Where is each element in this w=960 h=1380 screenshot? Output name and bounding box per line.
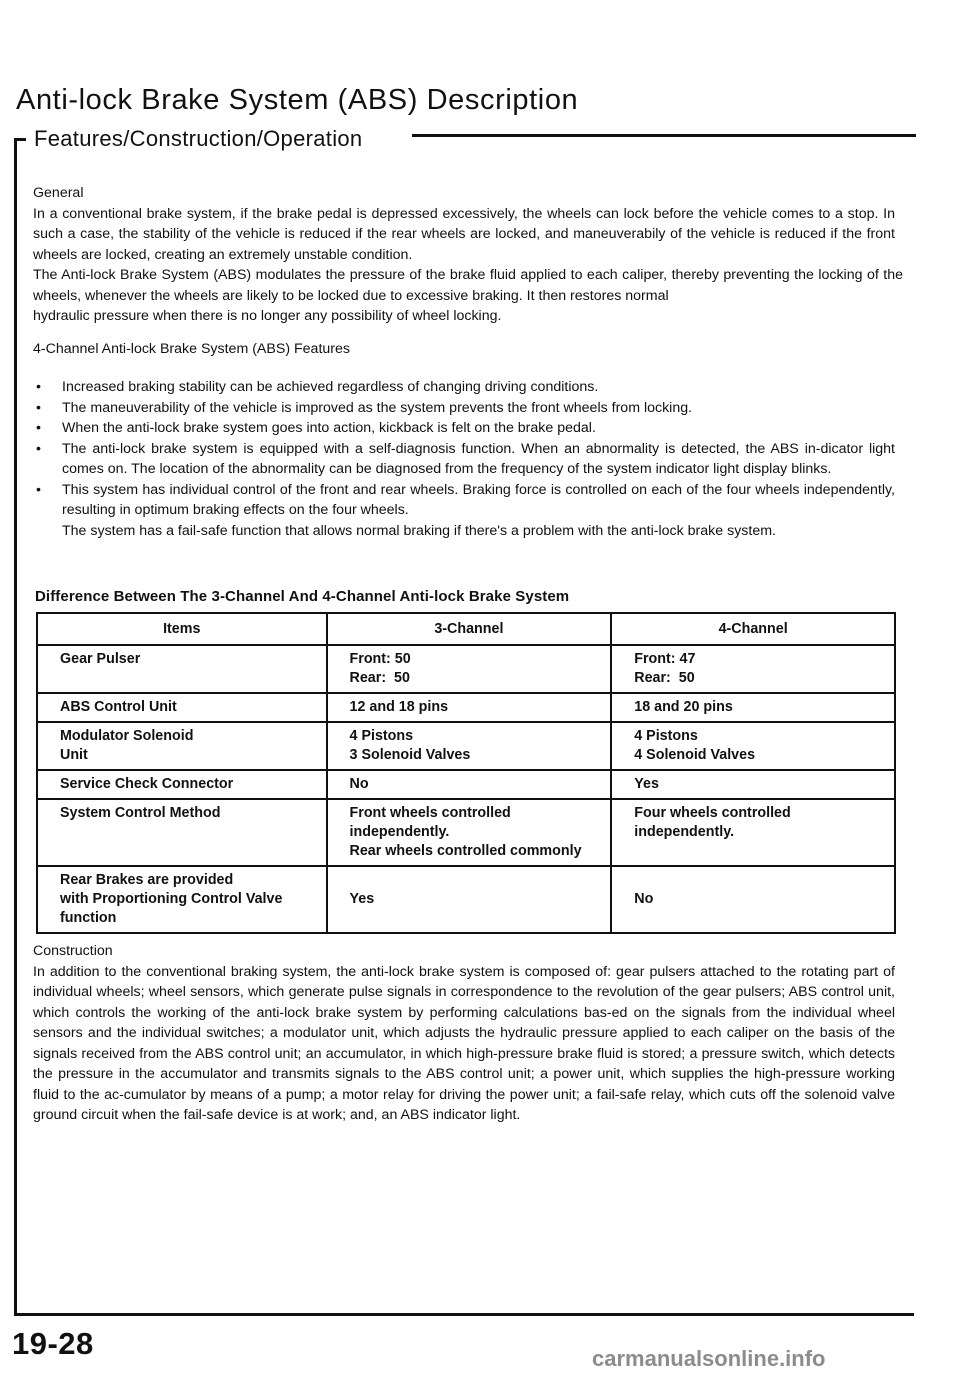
item-cell [37, 722, 327, 770]
table-row [37, 645, 895, 693]
four-channel-cell [611, 770, 895, 799]
cell-line: System Control Method [60, 805, 221, 821]
three-channel-cell [327, 770, 612, 799]
four-channel-cell [611, 645, 895, 693]
features-heading: 4-Channel Anti-lock Brake System (ABS) Features [33, 341, 350, 357]
cell-line: Front: 50 [349, 651, 411, 667]
feature-item [33, 480, 895, 521]
general-heading: General [33, 185, 84, 201]
cell-line: Rear wheels controlled commonly [349, 843, 582, 859]
page-number: 19-28 [12, 1326, 94, 1361]
cell-line: 4 Pistons [349, 728, 414, 744]
construction-section [33, 941, 895, 1126]
general-paragraph-2-continued: hydraulic pressure when there is no longer any possibility of wheel locking. [33, 308, 502, 324]
cell-line: No [634, 891, 654, 907]
general-section [33, 183, 903, 327]
cell-line: ABS Control Unit [60, 699, 177, 715]
three-channel-cell [327, 693, 612, 722]
bullet-icon: • [36, 420, 41, 436]
item-cell [37, 866, 327, 933]
feature-item [33, 398, 895, 419]
general-paragraph-2: The Anti-lock Brake System (ABS) modulates the pressure of the brake fluid applied to each caliper, thereby preventing the locking of the wheels, whenever the wheels are likely to be locked due to excessive braking. It then restores normal [33, 267, 903, 304]
feature-item [33, 439, 895, 480]
three-channel-cell [327, 722, 612, 770]
comparison-header-row [37, 613, 895, 645]
bullet-icon: • [36, 399, 41, 416]
cell-line: Front wheels controlled [349, 805, 511, 821]
three-channel-cell [327, 645, 612, 693]
three-channel-cell [327, 799, 612, 866]
item-cell [37, 770, 327, 799]
feature-item [33, 377, 895, 398]
cell-line: independently. [349, 824, 450, 840]
footer-rule [14, 1313, 914, 1316]
cell-line: Yes [634, 776, 659, 792]
cell-line: Modulator Solenoid [60, 728, 194, 744]
header-rule-left [14, 138, 26, 141]
construction-paragraph: In addition to the conventional braking system, the anti-lock brake system is composed of: gear pulsers attached to the rotating part of individual wheels; wheel sensors, which generate pulse signals in correspondence to the revolution of the gear pulsers; ABS control unit, which controls the working of the anti-lock brake system by performing calculations bas-ed on the signals from the individual wheel sensors and the individual switches; a modulator unit, which adjusts the hydraulic pressure applied to each caliper on the basis of the signals received from the ABS control unit; an accumulator, in which high-pressure brake fluid is stored; a pressure switch, which detects the pressure in the accumulator and transmits signals to the ABS control unit; a power unit, which supplies the high-pressure working fluid to the ac-cumulator by means of a pump; a motor relay for driving the power unit; a fail-safe relay, which cuts off the solenoid valve ground circuit when the fail-safe device is at work; and, an ABS indicator light. [33, 963, 895, 1123]
cell-line: Rear: 50 [634, 670, 695, 686]
comparison-table [36, 612, 896, 934]
table-row [37, 866, 895, 933]
cell-line: 12 and 18 pins [349, 699, 449, 715]
cell-line: Yes [349, 891, 375, 907]
header-3-channel: 3-Channel [327, 613, 612, 645]
four-channel-cell [611, 799, 895, 866]
feature-text: The maneuverability of the vehicle is improved as the system prevents the front wheels from locking. [62, 399, 693, 416]
item-cell [37, 645, 327, 693]
cell-line: Gear Pulser [60, 651, 141, 667]
four-channel-cell [611, 693, 895, 722]
feature-text: This system has individual control of the front and rear wheels. Braking force is controlled on each of the four wheels independently, resulting in optimum braking effects on the four wheels. [62, 481, 895, 518]
left-frame-rule [14, 138, 17, 1316]
bullet-icon: • [36, 440, 41, 457]
item-cell [37, 799, 327, 866]
cell-line: Four wheels controlled [634, 805, 791, 821]
cell-line: 4 Solenoid Valves [634, 747, 756, 763]
feature-text: When the anti-lock brake system goes into action, kickback is felt on the brake pedal. [62, 420, 596, 436]
features-section [33, 339, 895, 360]
watermark-bottom: carmanualsonline.info [592, 1346, 826, 1371]
bullet-icon: • [36, 379, 41, 395]
cell-line: Rear: 50 [349, 670, 410, 686]
feature-text: Increased braking stability can be achieved regardless of changing driving conditions. [62, 379, 599, 395]
cell-line: 4 Pistons [634, 728, 698, 744]
item-cell [37, 693, 327, 722]
cell-line: Service Check Connector [60, 776, 234, 792]
table-row [37, 770, 895, 799]
general-paragraph-1: In a conventional brake system, if the brake pedal is depressed excessively, the wheels can lock before the vehicle comes to a stop. In such a case, the stability of the vehicle is reduced if the rear wheels are locked, and maneuverabily of the vehicle is reduced if the front wheels are locked, creating an extremely unstable condition. [33, 205, 895, 263]
feature-item [33, 418, 895, 439]
features-trailing-note: The system has a fail-safe function that allows normal braking if there's a problem with the anti-lock brake system. [62, 522, 776, 539]
cell-line: with Proportioning Control Valve [60, 891, 283, 907]
cell-line: No [349, 776, 369, 792]
table-row [37, 693, 895, 722]
feature-text: The anti-lock brake system is equipped with a self-diagnosis function. When an abnormality is detected, the ABS in-dicator light comes on. The location of the abnormality can be diagnosed from the frequency of the system indicator light display blinks. [62, 440, 895, 477]
header-4-channel: 4-Channel [611, 613, 895, 645]
cell-line: 18 and 20 pins [634, 699, 733, 715]
cell-line: Rear Brakes are provided [60, 872, 234, 888]
page-title: Anti-lock Brake System (ABS) Description [16, 84, 579, 116]
table-row [37, 799, 895, 866]
section-title: Features/Construction/Operation [34, 126, 363, 151]
features-list [33, 377, 895, 541]
cell-line: 3 Solenoid Valves [349, 747, 471, 763]
cell-line: Unit [60, 747, 88, 763]
four-channel-cell [611, 722, 895, 770]
three-channel-cell [327, 866, 612, 933]
cell-line: function [60, 910, 117, 926]
four-channel-cell [611, 866, 895, 933]
cell-line: independently. [634, 824, 735, 840]
cell-line: Front: 47 [634, 651, 696, 667]
bullet-icon: • [36, 481, 41, 498]
construction-heading: Construction [33, 943, 113, 959]
header-rule-right [412, 134, 916, 137]
comparison-table-title: Difference Between The 3-Channel And 4-Channel Anti-lock Brake System [35, 588, 570, 605]
header-items: Items [37, 613, 327, 645]
table-row [37, 722, 895, 770]
